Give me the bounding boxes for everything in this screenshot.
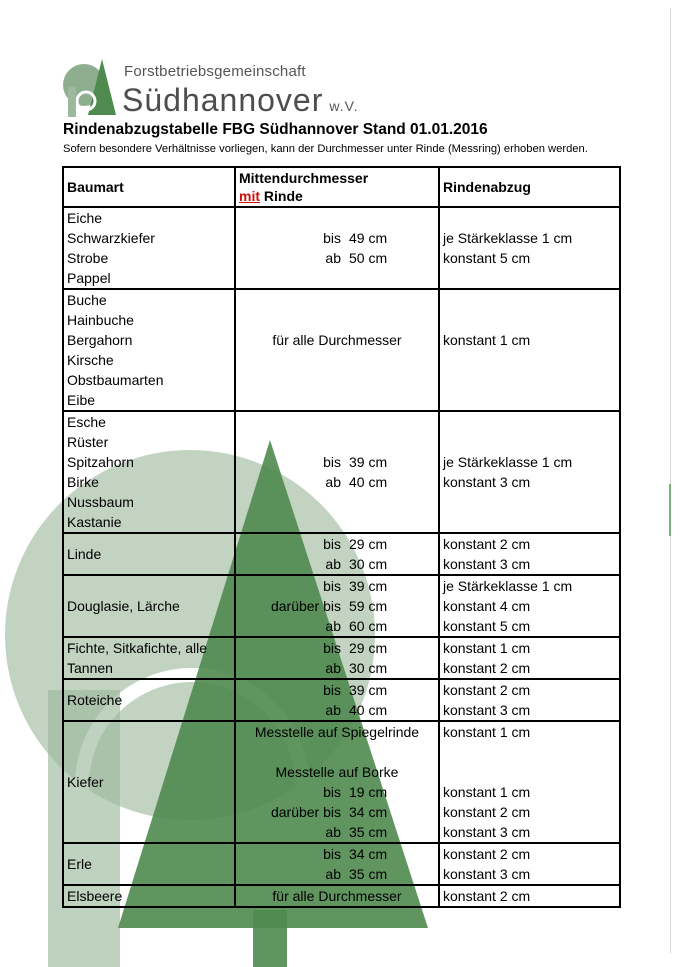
diameter-qualifier: ab: [325, 702, 341, 718]
deduction-cell: [439, 637, 620, 679]
deduction-line: konstant 2 cm: [443, 660, 531, 676]
diameter-cell: [235, 637, 439, 679]
diameter-line: [239, 452, 435, 472]
diameter-qualifier: bis: [323, 784, 341, 800]
table-row: [63, 679, 620, 721]
species-name: Nussbaum: [67, 494, 134, 510]
species-cell: [63, 575, 235, 637]
deduction-cell: [439, 575, 620, 637]
diameter-cell: [235, 679, 439, 721]
diameter-qualifier: bis: [323, 846, 341, 862]
header-diameter: [235, 167, 439, 207]
diameter-line: [239, 554, 435, 574]
species-cell: [63, 721, 235, 843]
blank-line: [239, 208, 435, 228]
species-name: Strobe: [67, 250, 109, 266]
species-name: Pappel: [67, 270, 111, 286]
document-subtitle: Sofern besondere Verhältnisse vorliegen, kann der Durchmesser unter Rinde (Messring) erhoben werden.: [63, 143, 588, 155]
diameter-line: [239, 534, 435, 554]
species-name: Tannen: [67, 660, 113, 676]
diameter-cell: [235, 289, 439, 411]
species-cell: [63, 885, 235, 907]
blank-line: [239, 390, 435, 410]
deduction-line: konstant 3 cm: [443, 824, 531, 840]
deduction-line: konstant 2 cm: [443, 888, 531, 904]
blank-line: [443, 370, 616, 390]
diameter-line: [239, 472, 435, 492]
diameter-line: [239, 802, 435, 822]
diameter-note: Messtelle auf Borke: [275, 764, 399, 780]
deduction-line: konstant 1 cm: [443, 332, 531, 348]
diameter-cell: [235, 575, 439, 637]
deduction-line: konstant 2 cm: [443, 682, 531, 698]
table-row: [63, 575, 620, 637]
species-name: Erle: [67, 856, 92, 872]
diameter-line: [239, 782, 435, 802]
diameter-value: 60 cm: [349, 618, 388, 634]
species-name: Obstbaumarten: [67, 372, 164, 388]
table-row: [63, 637, 620, 679]
species-cell: [63, 533, 235, 575]
deduction-line: konstant 2 cm: [443, 846, 531, 862]
diameter-line: [239, 638, 435, 658]
diameter-qualifier: ab: [325, 660, 341, 676]
species-name: Birke: [67, 474, 99, 490]
header-species: Baumart: [63, 167, 235, 207]
document-title: Rindenabzugstabelle FBG Südhannover Stand 01.01.2016: [63, 121, 488, 138]
watermark-fir-trunk: [253, 910, 287, 967]
deduction-line: konstant 3 cm: [443, 556, 531, 572]
deduction-line: je Stärkeklasse 1 cm: [443, 230, 573, 246]
diameter-cell: [235, 721, 439, 843]
diameter-value: 49 cm: [349, 230, 388, 246]
blank-line: [239, 370, 435, 390]
diameter-line: [239, 248, 435, 268]
diameter-note: Messtelle auf Spiegelrinde: [254, 724, 420, 740]
diameter-qualifier: ab: [325, 618, 341, 634]
species-name: Elsbeere: [67, 888, 123, 904]
diameter-value: 19 cm: [349, 784, 388, 800]
diameter-qualifier: darüber bis: [270, 804, 341, 820]
deduction-cell: [439, 885, 620, 907]
species-cell: [63, 411, 235, 533]
blank-line: [443, 350, 616, 370]
diameter-qualifier: ab: [325, 556, 341, 572]
diameter-line: [239, 844, 435, 864]
diameter-qualifier: bis: [323, 640, 341, 656]
tree-logo-icon: [62, 57, 122, 117]
diameter-value: 34 cm: [349, 846, 388, 862]
blank-line: [239, 290, 435, 310]
blank-line: [443, 742, 616, 762]
diameter-value: 35 cm: [349, 824, 388, 840]
species-cell: [63, 679, 235, 721]
table-row: [63, 289, 620, 411]
species-name: Hainbuche: [67, 312, 134, 328]
table-row: [63, 721, 620, 843]
diameter-value: 34 cm: [349, 804, 388, 820]
species-name: Fichte, Sitkafichte, alle: [67, 640, 208, 656]
table-row: [63, 885, 620, 907]
diameter-value: 35 cm: [349, 866, 388, 882]
deduction-line: konstant 2 cm: [443, 536, 531, 552]
species-name: Eibe: [67, 392, 96, 408]
organization-name-line2: [122, 82, 359, 119]
species-name: Kiefer: [67, 774, 104, 790]
diameter-value: 39 cm: [349, 454, 388, 470]
header-deduction: Rindenabzug: [439, 167, 620, 207]
diameter-note: für alle Durchmesser: [272, 888, 402, 904]
species-cell: [63, 637, 235, 679]
species-name: Roteiche: [67, 692, 123, 708]
deduction-line: konstant 3 cm: [443, 474, 531, 490]
header-mit-highlight: mit: [239, 188, 260, 204]
diameter-qualifier: ab: [325, 250, 341, 266]
blank-line: [239, 268, 435, 288]
blank-line: [239, 432, 435, 452]
diameter-value: 29 cm: [349, 640, 388, 656]
species-name: Eiche: [67, 210, 103, 226]
diameter-line: [239, 700, 435, 720]
diameter-value: 30 cm: [349, 556, 388, 572]
organization-name-line1: Forstbetriebsgemeinschaft: [124, 63, 306, 80]
deduction-cell: [439, 843, 620, 885]
species-name: Douglasie, Lärche: [67, 598, 180, 614]
diameter-line: [239, 576, 435, 596]
diameter-qualifier: bis: [323, 578, 341, 594]
blank-line: [443, 762, 616, 782]
diameter-cell: [235, 843, 439, 885]
table-row: [63, 411, 620, 533]
deduction-line: konstant 5 cm: [443, 618, 531, 634]
header-diameter-line2: [239, 187, 435, 205]
diameter-value: 29 cm: [349, 536, 388, 552]
blank-line: [443, 432, 616, 452]
blank-line: [239, 350, 435, 370]
blank-line: [443, 310, 616, 330]
diameter-qualifier: darüber bis: [270, 598, 341, 614]
species-name: Rüster: [67, 434, 109, 450]
species-name: Bergahorn: [67, 332, 133, 348]
diameter-value: 59 cm: [349, 598, 388, 614]
diameter-line: [239, 680, 435, 700]
blank-line: [239, 310, 435, 330]
diameter-value: 30 cm: [349, 660, 388, 676]
species-name: Kastanie: [67, 514, 122, 530]
diameter-qualifier: bis: [323, 682, 341, 698]
diameter-line: [239, 822, 435, 842]
deduction-line: konstant 1 cm: [443, 724, 531, 740]
deduction-line: konstant 1 cm: [443, 640, 531, 656]
deduction-line: konstant 2 cm: [443, 804, 531, 820]
blank-line: [443, 412, 616, 432]
header-diameter-line1: Mittendurchmesser: [239, 170, 369, 186]
deduction-line: konstant 1 cm: [443, 784, 531, 800]
deduction-cell: [439, 533, 620, 575]
diameter-value: 40 cm: [349, 702, 388, 718]
organization-name: Südhannover: [122, 82, 324, 118]
deduction-line: konstant 4 cm: [443, 598, 531, 614]
blank-line: [443, 290, 616, 310]
diameter-value: 39 cm: [349, 578, 388, 594]
diameter-qualifier: bis: [323, 454, 341, 470]
diameter-note: für alle Durchmesser: [272, 332, 402, 348]
deduction-line: konstant 3 cm: [443, 702, 531, 718]
deduction-cell: [439, 721, 620, 843]
diameter-qualifier: bis: [323, 230, 341, 246]
deduction-cell: [439, 411, 620, 533]
deduction-cell: [439, 207, 620, 289]
deduction-line: konstant 5 cm: [443, 250, 531, 266]
species-name: Kirsche: [67, 352, 114, 368]
bark-deduction-table: [62, 166, 619, 908]
blank-line: [443, 512, 616, 532]
diameter-cell: [235, 533, 439, 575]
table-row: [63, 207, 620, 289]
blank-line: [239, 512, 435, 532]
blank-line: [443, 208, 616, 228]
deduction-line: konstant 3 cm: [443, 866, 531, 882]
diameter-value: 39 cm: [349, 682, 388, 698]
diameter-qualifier: ab: [325, 474, 341, 490]
diameter-qualifier: ab: [325, 866, 341, 882]
species-cell: [63, 207, 235, 289]
diameter-qualifier: ab: [325, 824, 341, 840]
blank-line: [443, 268, 616, 288]
species-cell: [63, 843, 235, 885]
table-body: [63, 207, 620, 907]
diameter-line: [239, 228, 435, 248]
blank-line: [239, 742, 435, 762]
species-cell: [63, 289, 235, 411]
deduction-cell: [439, 289, 620, 411]
diameter-cell: [235, 411, 439, 533]
blank-line: [239, 412, 435, 432]
organization-suffix: w.V.: [329, 98, 359, 114]
blank-line: [239, 492, 435, 512]
diameter-line: [239, 616, 435, 636]
diameter-value: 40 cm: [349, 474, 388, 490]
diameter-cell: [235, 207, 439, 289]
species-name: Buche: [67, 292, 107, 308]
diameter-line: [239, 596, 435, 616]
table-row: [63, 533, 620, 575]
table-header-row: [63, 167, 620, 207]
blank-line: [443, 492, 616, 512]
diameter-cell: [235, 885, 439, 907]
species-name: Spitzahorn: [67, 454, 134, 470]
table-row: [63, 843, 620, 885]
species-name: Esche: [67, 414, 106, 430]
diameter-line: [239, 658, 435, 678]
species-name: Schwarzkiefer: [67, 230, 155, 246]
header-diameter-rest: Rinde: [260, 188, 303, 204]
diameter-qualifier: bis: [323, 536, 341, 552]
species-name: Linde: [67, 546, 102, 562]
diameter-line: [239, 864, 435, 884]
table: [62, 166, 621, 908]
deduction-line: je Stärkeklasse 1 cm: [443, 454, 573, 470]
deduction-cell: [439, 679, 620, 721]
blank-line: [443, 390, 616, 410]
diameter-value: 50 cm: [349, 250, 388, 266]
deduction-line: je Stärkeklasse 1 cm: [443, 578, 573, 594]
